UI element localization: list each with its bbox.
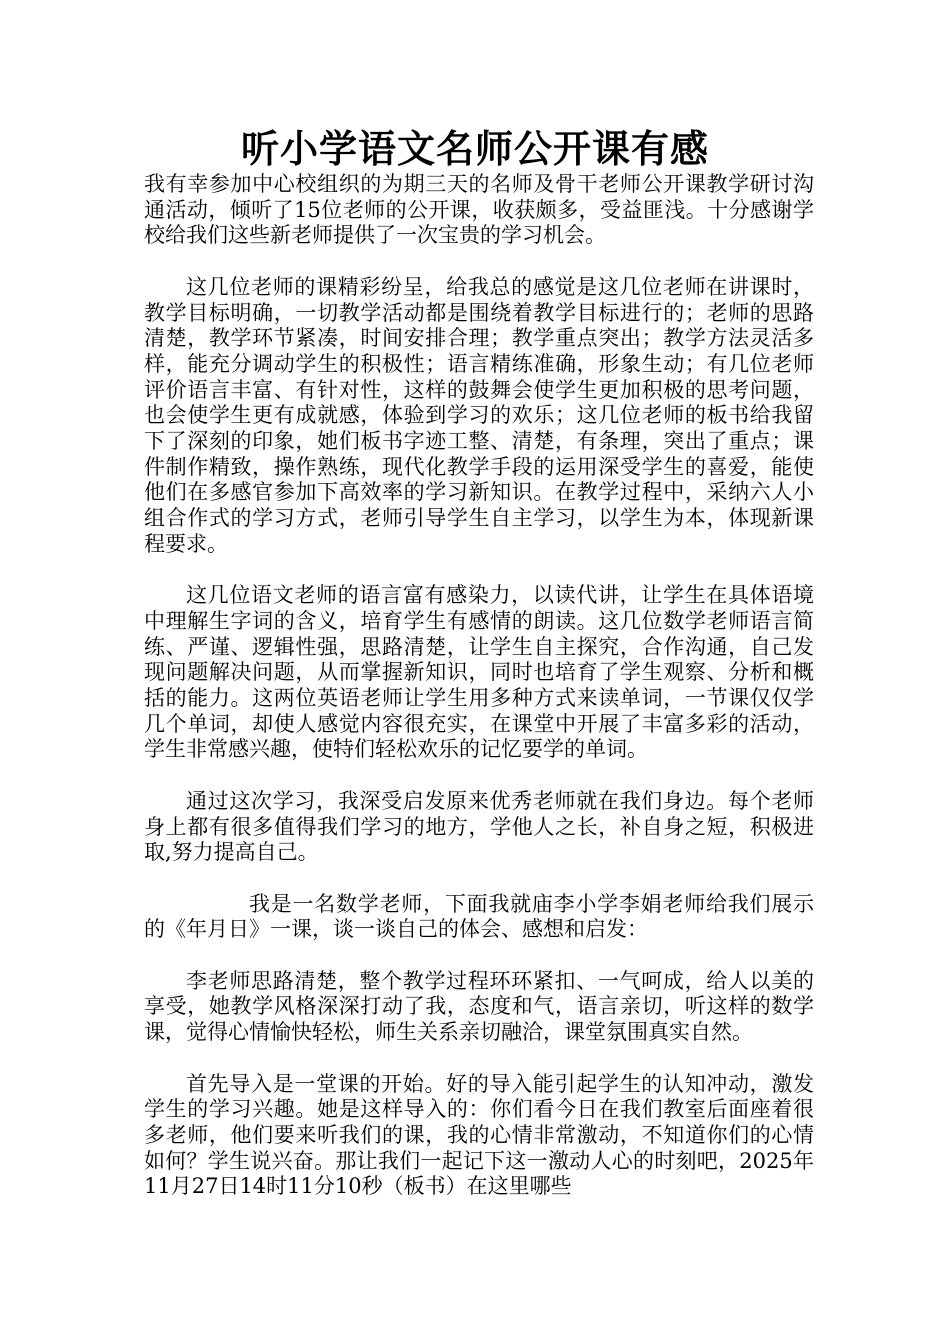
paragraph-lesson-introduction: 首先导入是一堂课的开始。好的导入能引起学生的认知冲动，激发学生的学习兴趣。她是这样导入的：你们看今日在我们教室后面座着很多老师，他们要来听我们的课，我的心情非常激动，不知道你们的心情如何？学生说兴奋。那让我们一起记下这一激动人心的时刻吧，2025年11月27日14时11分10秒（板书）在这里哪些 <box>144 1071 814 1199</box>
paragraph-inspiration: 通过这次学习，我深受启发原来优秀老师就在我们身边。每个老师身上都有很多值得我们学习的地方，学他人之长，补自身之短，积极进取,努力提高自己。 <box>144 788 814 865</box>
document-body <box>144 172 814 1226</box>
paragraph-teacher-style: 李老师思路清楚，整个教学过程环环紧扣、一气呵成，给人以美的享受，她教学风格深深打动了我，态度和气，语言亲切，听这样的数学课，觉得心情愉快轻松，师生关系亲切融洽，课堂氛围真实自然。 <box>144 968 814 1045</box>
document-title: 听小学语文名师公开课有感 <box>240 126 709 171</box>
paragraph-subject-teachers: 这几位语文老师的语言富有感染力，以读代讲，让学生在具体语境中理解生字词的含义，培育学生有感情的朗读。这几位数学老师语言简练、严谨、逻辑性强，思路清楚，让学生自主探究，合作沟通，自己发现问题解决问题，从而掌握新知识，同时也培育了学生观察、分析和概括的能力。这两位英语老师让学生用多种方式来读单词，一节课仅仅学几个单词，却使人感觉内容很充实，在课堂中开展了丰富多彩的活动，学生非常感兴趣，使特们轻松欢乐的记忆要学的单词。 <box>144 583 814 762</box>
paragraph-math-teacher-intro: 我是一名数学老师，下面我就庙李小学李娟老师给我们展示的《年月日》一课，谈一谈自己的体会、感想和启发： <box>144 891 814 942</box>
paragraph-teaching-features: 这几位老师的课精彩纷呈，给我总的感觉是这几位老师在讲课时，教学目标明确，一切教学活动都是围绕着教学目标进行的；老师的思路清楚，教学环节紧凑，时间安排合理；教学重点突出；教学方法灵活多样，能充分调动学生的积极性；语言精练准确，形象生动；有几位老师评价语言丰富、有针对性，这样的鼓舞会使学生更加积极的思考问题，也会使学生更有成就感，体验到学习的欢乐；这几位老师的板书给我留下了深刻的印象，她们板书字迹工整、清楚，有条理，突出了重点；课件制作精致，操作熟练，现代化教学手段的运用深受学生的喜爱，能使他们在多感官参加下高效率的学习新知识。在教学过程中，采纳六人小组合作式的学习方式，老师引导学生自主学习，以学生为本，体现新课程要求。 <box>144 274 814 556</box>
paragraph-intro: 我有幸参加中心校组织的为期三天的名师及骨干老师公开课教学研讨沟通活动，倾听了15位老师的公开课，收获颇多，受益匪浅。十分感谢学校给我们这些新老师提供了一次宝贵的学习机会。 <box>144 172 814 248</box>
